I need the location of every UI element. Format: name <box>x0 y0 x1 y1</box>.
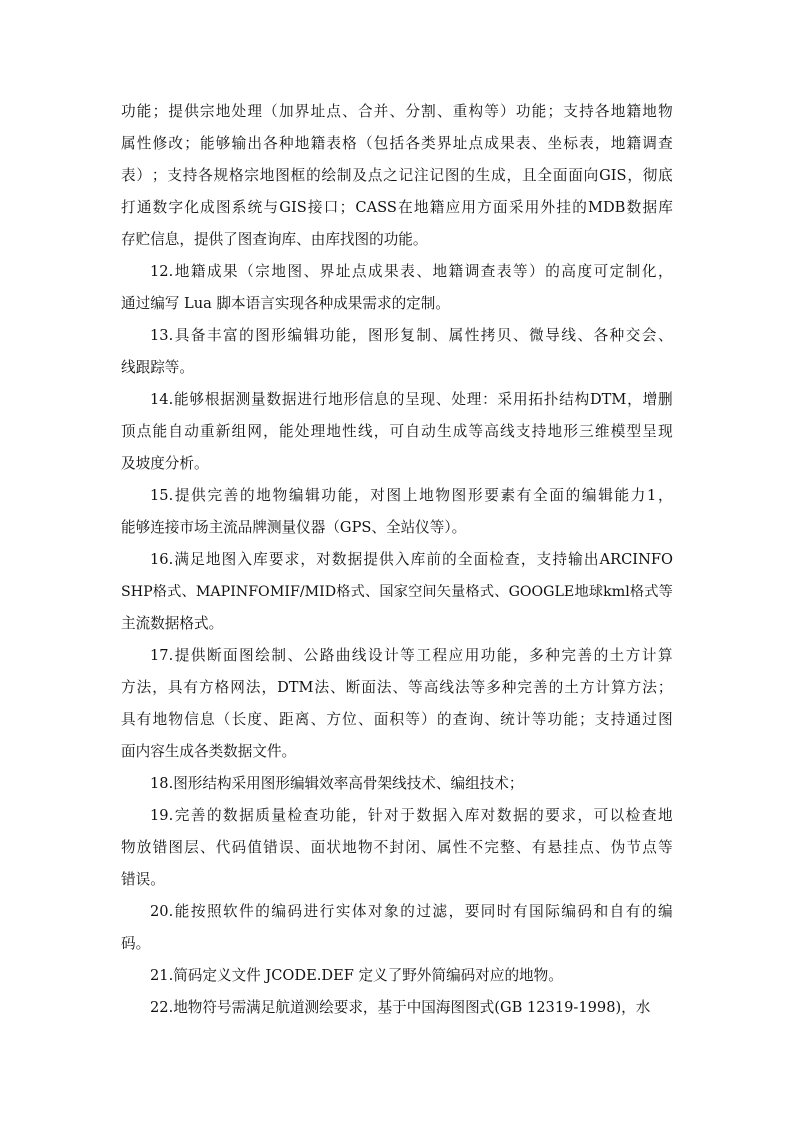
text-line: 19. 完 善 的 数 据 质 量 检 查 功 能 ， 针 对 于 数 据 入 库 对 数 据 的 要 求 ， 可 以 检 查 地 <box>150 807 673 824</box>
text-line: 顶 点 能 自 动 重 新 组 网 ， 能 处 理 地 性 线 ， 可 自 动 生 成 等 高 线 支 持 地 形 三 维 模 型 呈 现 <box>121 423 673 440</box>
text-line: 通过编写 Lua 脚本语言实现各种成果需求的定制。 <box>121 295 450 312</box>
text-line: 16. 满 足 地 图 入 库 要 求 ， 对 数 据 提 供 入 库 前 的 全 面 检 查 ， 支 持 输 出 ARCINFO <box>150 551 673 568</box>
paragraph <box>121 320 673 384</box>
text-line: 面内容生成各类数据文件。 <box>121 743 297 760</box>
paragraph <box>121 256 673 320</box>
text-line: 12. 地 籍 成 果 （ 宗 地 图 、 界 址 点 成 果 表 、 地 籍 调 查 表 等 ） 的 高 度 可 定 制 化 ， <box>150 263 673 280</box>
text-line: 线跟踪等。 <box>121 359 194 376</box>
text-line: 及坡度分析。 <box>121 455 209 472</box>
text-line: 22.地物符号需满足航道测绘要求，基于中国海图图式(GB 12319-1998)，水 <box>150 999 651 1016</box>
text-line: 15. 提 供 完 善 的 地 物 编 辑 功 能 ， 对 图 上 地 物 图 形 要 素 有 全 面 的 编 辑 能 力 1 ， <box>150 487 673 504</box>
paragraph <box>121 96 673 256</box>
paragraph <box>121 768 673 800</box>
text-line: 存贮信息，提供了图查询库、由库找图的功能。 <box>121 231 428 248</box>
text-line: 20. 能 按 照 软 件 的 编 码 进 行 实 体 对 象 的 过 滤 ， 要 同 时 有 国 际 编 码 和 自 有 的 编 <box>150 903 673 920</box>
text-line: 17. 提 供 断 面 图 绘 制 、 公 路 曲 线 设 计 等 工 程 应 用 功 能 ， 多 种 完 善 的 土 方 计 算 <box>150 647 673 664</box>
paragraph <box>121 480 673 544</box>
paragraph <box>121 960 673 992</box>
text-line: 方 法 ， 具 有 方 格 网 法 ， DTM 法 、 断 面 法 、 等 高 线 法 等 多 种 完 善 的 土 方 计 算 方 法 ； <box>121 679 673 696</box>
paragraph <box>121 640 673 768</box>
text-line: 功 能 ； 提 供 宗 地 处 理 （ 加 界 址 点 、 合 并 、 分 割 、 重 构 等 ） 功 能 ； 支 持 各 地 籍 地 物 <box>121 103 673 120</box>
text-line: 14. 能 够 根 据 测 量 数 据 进 行 地 形 信 息 的 呈 现 、 处 理 ： 采 用 拓 扑 结 构 DTM ， 增 删 <box>150 391 673 408</box>
text-line: 能够连接市场主流品牌测量仪器（GPS、全站仪等）。 <box>121 519 467 536</box>
paragraph <box>121 384 673 480</box>
paragraph <box>121 800 673 896</box>
text-line: 具 有 地 物 信 息 （ 长 度 、 距 离 、 方 位 、 面 积 等 ） 的 查 询 、 统 计 等 功 能 ； 支 持 通 过 图 <box>121 711 673 728</box>
paragraph <box>121 896 673 960</box>
text-line: SHP 格 式 、 MAPINFO MIF/MID 格 式 、 国 家 空 间 矢 量 格 式 、 GOOGLE 地 球 kml 格 式 等 <box>121 584 673 600</box>
text-line: 18.图形结构采用图形编辑效率高骨架线技术、编组技术； <box>150 775 524 792</box>
text-line: 码。 <box>121 935 151 952</box>
text-line: 13. 具 备 丰 富 的 图 形 编 辑 功 能 ， 图 形 复 制 、 属 性 拷 贝 、 微 导 线 、 各 种 交 会 、 <box>150 327 673 344</box>
paragraph <box>121 992 673 1024</box>
text-line: 错误。 <box>121 871 165 888</box>
text-line: 打 通 数 字 化 成 图 系 统 与 GIS 接 口 ； CASS 在 地 籍 应 用 方 面 采 用 外 挂 的 MDB 数 据 库 <box>121 199 673 216</box>
text-line: 属 性 修 改 ； 能 够 输 出 各 种 地 籍 表 格 （ 包 括 各 类 界 址 点 成 果 表 、 坐 标 表 ， 地 籍 调 查 <box>121 135 673 152</box>
text-line: 表 ） ； 支 持 各 规 格 宗 地 图 框 的 绘 制 及 点 之 记 注 记 图 的 生 成 ， 且 全 面 面 向 GIS ， 彻 底 <box>121 167 673 184</box>
body-text <box>121 96 673 1024</box>
paragraph <box>121 544 673 640</box>
text-line: 主流数据格式。 <box>121 615 224 632</box>
text-line: 21.简码定义文件 JCODE.DEF 定义了野外简编码对应的地物。 <box>150 967 563 984</box>
text-line: 物 放 错 图 层 、 代 码 值 错 误 、 面 状 地 物 不 封 闭 、 属 性 不 完 整 、 有 悬 挂 点 、 伪 节 点 等 <box>121 839 673 856</box>
